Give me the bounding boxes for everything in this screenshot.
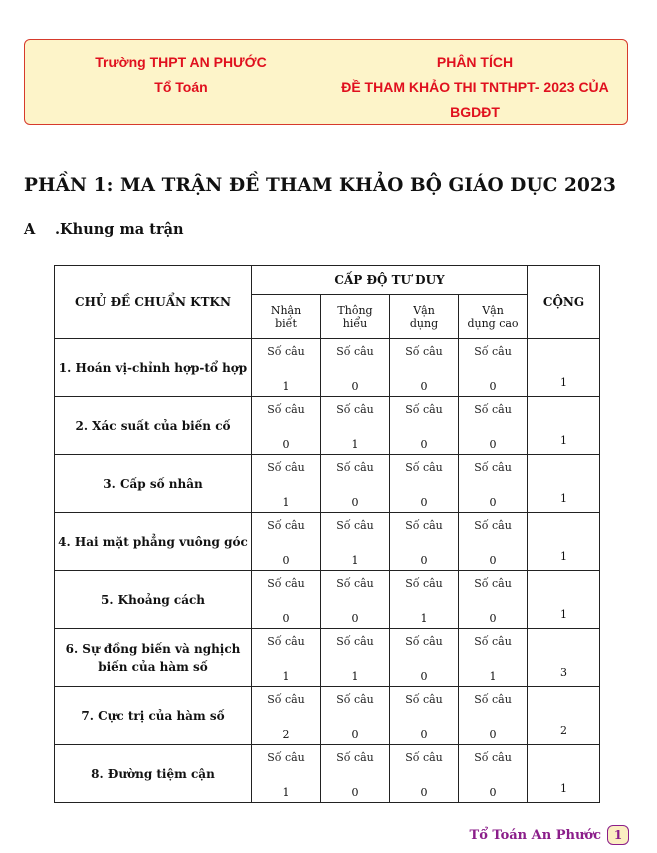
- total-cell: [528, 397, 600, 455]
- cell-value: 0: [420, 495, 428, 509]
- section-title: PHẦN 1: MA TRẬN ĐỀ THAM KHẢO BỘ GIÁO DỤC 2023: [24, 175, 616, 196]
- cell-value: 2: [282, 727, 290, 741]
- cell-label: Số câu: [336, 460, 374, 474]
- header-right: [325, 50, 625, 125]
- count-cell: [390, 455, 459, 513]
- level-subheader: [459, 295, 528, 339]
- cell-label: Số câu: [405, 634, 443, 648]
- cell-value: 0: [420, 437, 428, 451]
- count-cell: [459, 339, 528, 397]
- cell-value: 0: [351, 727, 359, 741]
- cell-label: Số câu: [474, 344, 512, 358]
- count-cell: [321, 513, 390, 571]
- total-cell: [528, 455, 600, 513]
- cell-value: 0: [489, 495, 497, 509]
- cell-value: 0: [489, 611, 497, 625]
- count-cell: [459, 455, 528, 513]
- matrix-body: [55, 339, 600, 803]
- level-subheader-line1: Vận: [413, 303, 435, 317]
- school-name: Trường THPT AN PHƯỚC: [95, 54, 267, 70]
- count-cell: [321, 745, 390, 803]
- cell-value: 0: [282, 611, 290, 625]
- cell-label: Số câu: [474, 460, 512, 474]
- page-number-badge: 1: [607, 825, 629, 845]
- total-value: 1: [560, 782, 568, 795]
- count-cell: [321, 629, 390, 687]
- total-value: 1: [560, 608, 568, 621]
- cell-label: Số câu: [336, 634, 374, 648]
- cell-value: 0: [351, 785, 359, 799]
- cell-label: Số câu: [267, 460, 305, 474]
- cell-label: Số câu: [474, 402, 512, 416]
- doc-title-line1: PHÂN TÍCH: [436, 54, 514, 70]
- cell-value: 1: [282, 379, 290, 393]
- cell-label: Số câu: [267, 750, 305, 764]
- total-cell: [528, 571, 600, 629]
- count-cell: [390, 397, 459, 455]
- cell-label: Số câu: [336, 576, 374, 590]
- count-cell: [390, 339, 459, 397]
- count-cell: [459, 513, 528, 571]
- level-subheader-line1: Thông: [337, 303, 373, 317]
- topic-cell: 3. Cấp số nhân: [55, 455, 252, 513]
- cell-label: Số câu: [336, 692, 374, 706]
- header-box: [24, 39, 628, 125]
- cell-label: Số câu: [405, 402, 443, 416]
- matrix-table: [54, 265, 600, 803]
- total-value: 1: [560, 492, 568, 505]
- sub-title-letter: A: [24, 221, 36, 238]
- cell-value: 0: [420, 785, 428, 799]
- cell-value: 0: [489, 553, 497, 567]
- cell-label: Số câu: [474, 634, 512, 648]
- topic-cell: 2. Xác suất của biến cố: [55, 397, 252, 455]
- total-cell: [528, 513, 600, 571]
- footer-text: Tổ Toán An Phước: [469, 827, 601, 843]
- cell-label: Số câu: [474, 750, 512, 764]
- cell-label: Số câu: [267, 518, 305, 532]
- cell-label: Số câu: [405, 460, 443, 474]
- total-value: 1: [560, 376, 568, 389]
- sub-title: [24, 221, 184, 238]
- cell-value: 1: [282, 669, 290, 683]
- count-cell: [321, 571, 390, 629]
- doc-title-line2: ĐỀ THAM KHẢO THI TNTHPT- 2023 CỦA: [341, 79, 609, 95]
- cell-value: 0: [282, 437, 290, 451]
- cell-value: 0: [420, 727, 428, 741]
- total-cell: [528, 745, 600, 803]
- cell-label: Số câu: [405, 750, 443, 764]
- topic-cell: 1. Hoán vị-chỉnh hợp-tổ hợp: [55, 339, 252, 397]
- count-cell: [390, 629, 459, 687]
- count-cell: [321, 687, 390, 745]
- table-row: [55, 629, 600, 687]
- cell-label: Số câu: [336, 344, 374, 358]
- table-row: [55, 513, 600, 571]
- count-cell: [459, 745, 528, 803]
- cell-label: Số câu: [405, 692, 443, 706]
- cell-label: Số câu: [336, 750, 374, 764]
- cell-label: Số câu: [405, 344, 443, 358]
- level-subheader: [390, 295, 459, 339]
- count-cell: [252, 513, 321, 571]
- total-value: 2: [560, 724, 568, 737]
- total-cell: [528, 339, 600, 397]
- department-name: Tổ Toán: [154, 79, 208, 95]
- cell-value: 0: [420, 669, 428, 683]
- count-cell: [459, 397, 528, 455]
- total-header: CỘNG: [528, 266, 600, 339]
- doc-title-line3: BGDĐT: [450, 104, 500, 120]
- cell-value: 0: [489, 727, 497, 741]
- table-row: [55, 745, 600, 803]
- level-subheader-line2: dụng cao: [467, 316, 519, 330]
- count-cell: [459, 571, 528, 629]
- cell-value: 0: [420, 553, 428, 567]
- level-subheader-line2: dụng: [409, 316, 439, 330]
- count-cell: [252, 571, 321, 629]
- count-cell: [321, 397, 390, 455]
- cell-value: 0: [351, 611, 359, 625]
- count-cell: [252, 455, 321, 513]
- table-row: [55, 571, 600, 629]
- cell-label: Số câu: [267, 344, 305, 358]
- cell-label: Số câu: [474, 518, 512, 532]
- count-cell: [252, 745, 321, 803]
- cell-value: 1: [489, 669, 497, 683]
- cell-value: 0: [489, 437, 497, 451]
- cell-label: Số câu: [474, 692, 512, 706]
- cell-label: Số câu: [474, 576, 512, 590]
- total-value: 3: [560, 666, 568, 679]
- count-cell: [390, 513, 459, 571]
- count-cell: [252, 339, 321, 397]
- cell-label: Số câu: [267, 634, 305, 648]
- cell-value: 1: [351, 437, 359, 451]
- header-left: [25, 50, 337, 100]
- topic-cell: 7. Cực trị của hàm số: [55, 687, 252, 745]
- level-subheader-line2: biết: [275, 316, 297, 330]
- level-header: CẤP ĐỘ TƯ DUY: [252, 266, 528, 295]
- cell-label: Số câu: [267, 402, 305, 416]
- count-cell: [321, 339, 390, 397]
- cell-value: 1: [282, 495, 290, 509]
- cell-value: 1: [351, 553, 359, 567]
- table-row: [55, 687, 600, 745]
- count-cell: [459, 687, 528, 745]
- table-row: [55, 455, 600, 513]
- count-cell: [252, 687, 321, 745]
- cell-label: Số câu: [336, 402, 374, 416]
- topic-cell: 6. Sự đồng biến và nghịch biến của hàm số: [55, 629, 252, 687]
- level-subheader-line2: hiểu: [342, 316, 368, 330]
- cell-value: 0: [351, 379, 359, 393]
- topic-cell: 5. Khoảng cách: [55, 571, 252, 629]
- cell-label: Số câu: [405, 518, 443, 532]
- cell-value: 0: [489, 785, 497, 799]
- level-subheader-line1: Vận: [482, 303, 504, 317]
- count-cell: [252, 397, 321, 455]
- count-cell: [321, 455, 390, 513]
- total-value: 1: [560, 550, 568, 563]
- cell-label: Số câu: [336, 518, 374, 532]
- level-subheader-line1: Nhận: [270, 303, 302, 317]
- cell-value: 1: [420, 611, 428, 625]
- cell-label: Số câu: [267, 576, 305, 590]
- total-cell: [528, 629, 600, 687]
- cell-value: 1: [282, 785, 290, 799]
- count-cell: [390, 745, 459, 803]
- cell-label: Số câu: [267, 692, 305, 706]
- topic-cell: 8. Đường tiệm cận: [55, 745, 252, 803]
- count-cell: [390, 687, 459, 745]
- cell-value: 0: [351, 495, 359, 509]
- count-cell: [252, 629, 321, 687]
- count-cell: [390, 571, 459, 629]
- footer: [470, 825, 629, 845]
- cell-value: 1: [351, 669, 359, 683]
- total-value: 1: [560, 434, 568, 447]
- cell-label: Số câu: [405, 576, 443, 590]
- table-row: [55, 339, 600, 397]
- level-subheader: [252, 295, 321, 339]
- total-cell: [528, 687, 600, 745]
- table-row: [55, 397, 600, 455]
- level-subheader: [321, 295, 390, 339]
- topic-header: CHỦ ĐỀ CHUẨN KTKN: [55, 266, 252, 339]
- topic-cell: 4. Hai mặt phẳng vuông góc: [55, 513, 252, 571]
- count-cell: [459, 629, 528, 687]
- cell-value: 0: [420, 379, 428, 393]
- cell-value: 0: [489, 379, 497, 393]
- sub-title-text: .Khung ma trận: [55, 221, 184, 238]
- cell-value: 0: [282, 553, 290, 567]
